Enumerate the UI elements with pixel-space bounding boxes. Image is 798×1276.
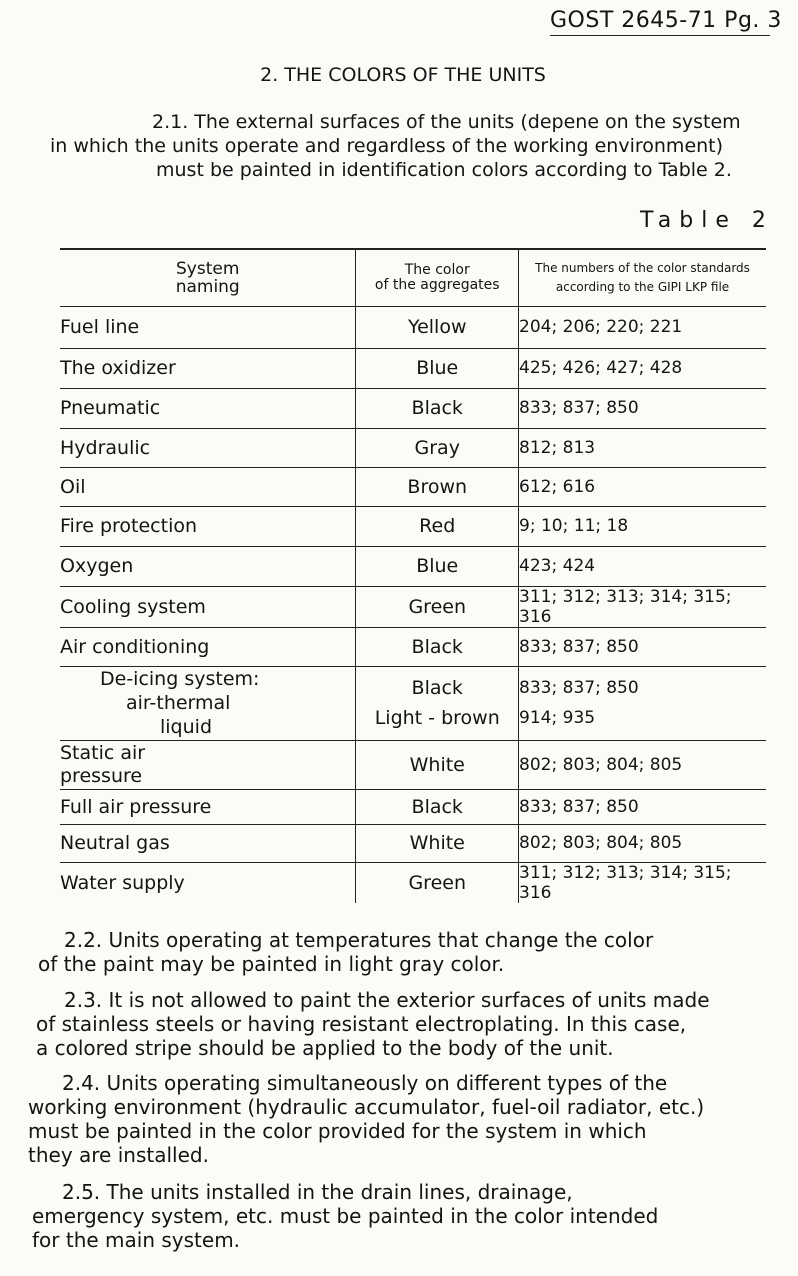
system-cell: Hydraulic bbox=[60, 436, 151, 459]
table-row bbox=[60, 467, 766, 506]
paragraph-2-5-line: for the main system. bbox=[32, 1228, 241, 1252]
numbers-cell: 833; 837; 850 bbox=[519, 627, 766, 666]
system-cell: The oxidizer bbox=[60, 357, 176, 379]
table-header-row bbox=[60, 249, 766, 306]
table-row bbox=[60, 824, 766, 862]
system-cell: Oil bbox=[60, 475, 86, 498]
table-row bbox=[60, 740, 766, 789]
system-cell-line: liquid bbox=[160, 716, 212, 738]
numbers-cell: 802; 803; 804; 805 bbox=[519, 740, 766, 789]
table-row bbox=[60, 789, 766, 824]
header-system bbox=[60, 249, 356, 306]
header-system-line: naming bbox=[175, 276, 240, 297]
paragraph-2-2-line: of the paint may be painted in light gray color. bbox=[38, 952, 505, 976]
system-cell: Cooling system bbox=[60, 595, 206, 618]
table-row bbox=[60, 666, 766, 740]
table-row bbox=[60, 428, 766, 467]
numbers-cell: 833; 837; 850 bbox=[519, 789, 766, 824]
color-cell-line: Black bbox=[411, 677, 463, 699]
header-color-line: of the aggregates bbox=[374, 276, 500, 293]
header-color-line: The color bbox=[404, 261, 470, 278]
system-cell bbox=[60, 740, 356, 789]
numbers-cell: 311; 312; 313; 314; 315; 316 bbox=[519, 862, 766, 903]
numbers-cell: 9; 10; 11; 18 bbox=[519, 506, 766, 546]
numbers-cell bbox=[519, 666, 766, 740]
header-numbers-line: according to the GIPI LKP file bbox=[555, 279, 730, 294]
system-cell bbox=[60, 666, 356, 740]
paragraph-2-5-line: emergency system, etc. must be painted in the color intended bbox=[32, 1204, 659, 1228]
section-title: 2. THE COLORS OF THE UNITS bbox=[260, 64, 546, 86]
color-cell: Yellow bbox=[356, 306, 519, 348]
table-row bbox=[60, 306, 766, 348]
system-cell: Pneumatic bbox=[60, 397, 161, 419]
numbers-cell-line: 914; 935 bbox=[519, 708, 596, 728]
table-row bbox=[60, 586, 766, 627]
table-row bbox=[60, 388, 766, 428]
numbers-cell: 204; 206; 220; 221 bbox=[519, 306, 766, 348]
system-cell-line: air-thermal bbox=[126, 692, 231, 714]
color-cell: Black bbox=[356, 388, 519, 428]
color-cell: Red bbox=[356, 506, 519, 546]
table-row bbox=[60, 506, 766, 546]
paragraph-2-5-line: 2.5. The units installed in the drain lines, drainage, bbox=[62, 1180, 573, 1204]
intro-line-2: in which the units operate and regardless of the working environment) bbox=[50, 135, 724, 157]
paragraph-2-4-line: working environment (hydraulic accumulator, fuel-oil radiator, etc.) bbox=[28, 1095, 705, 1119]
paragraph-2-3-line: of stainless steels or having resistant electroplating. In this case, bbox=[36, 1012, 687, 1036]
system-cell: Air conditioning bbox=[60, 635, 210, 658]
intro-line-3: must be painted in identification colors according to Table 2. bbox=[156, 159, 732, 181]
table-row bbox=[60, 546, 766, 586]
header-system-line: System bbox=[176, 258, 240, 279]
color-cell: Gray bbox=[356, 428, 519, 467]
color-cell: Green bbox=[356, 862, 519, 903]
system-cell: Fire protection bbox=[60, 515, 198, 537]
color-cell: White bbox=[356, 824, 519, 862]
system-cell: Neutral gas bbox=[60, 832, 170, 854]
paragraph-2-4-line: 2.4. Units operating simultaneously on different types of the bbox=[62, 1071, 668, 1095]
color-table bbox=[60, 248, 766, 903]
color-cell: Brown bbox=[356, 467, 519, 506]
table-row bbox=[60, 627, 766, 666]
color-cell-line: Light - brown bbox=[374, 707, 500, 729]
numbers-cell: 311; 312; 313; 314; 315; 316 bbox=[519, 586, 766, 627]
color-cell: Green bbox=[356, 586, 519, 627]
color-cell: White bbox=[356, 740, 519, 789]
paragraph-2-2-line: 2.2. Units operating at temperatures that change the color bbox=[64, 928, 654, 952]
header-color bbox=[356, 249, 519, 306]
system-cell-line: De-icing system: bbox=[100, 668, 260, 690]
system-cell: Fuel line bbox=[60, 316, 140, 338]
system-cell: Water supply bbox=[60, 871, 185, 894]
page-header: GOST 2645-71 Pg. 3 bbox=[550, 8, 770, 36]
system-cell: Full air pressure bbox=[60, 795, 212, 818]
system-cell-line: Static air bbox=[60, 741, 146, 764]
header-numbers-line: The numbers of the color standards bbox=[535, 260, 750, 275]
color-cell: Black bbox=[356, 789, 519, 824]
system-cell: Oxygen bbox=[60, 555, 134, 577]
paragraph-2-3-line: 2.3. It is not allowed to paint the exterior surfaces of units made bbox=[64, 988, 710, 1012]
color-cell: Black bbox=[356, 627, 519, 666]
numbers-cell: 812; 813 bbox=[519, 428, 766, 467]
numbers-cell: 423; 424 bbox=[519, 546, 766, 586]
table-row bbox=[60, 862, 766, 903]
intro-line-1: 2.1. The external surfaces of the units (depene on the system bbox=[152, 111, 741, 133]
paragraph-2-3-line: a colored stripe should be applied to the body of the unit. bbox=[36, 1036, 614, 1060]
system-cell-line: pressure bbox=[60, 764, 143, 787]
numbers-cell: 802; 803; 804; 805 bbox=[519, 824, 766, 862]
numbers-cell: 425; 426; 427; 428 bbox=[519, 348, 766, 388]
paragraph-2-4-line: they are installed. bbox=[28, 1143, 209, 1167]
table-row bbox=[60, 348, 766, 388]
numbers-cell-line: 833; 837; 850 bbox=[519, 678, 639, 698]
table-label: Table 2 bbox=[640, 208, 774, 233]
paragraph-2-4-line: must be painted in the color provided for the system in which bbox=[28, 1119, 647, 1143]
color-cell: Blue bbox=[356, 348, 519, 388]
color-cell: Blue bbox=[356, 546, 519, 586]
numbers-cell: 833; 837; 850 bbox=[519, 388, 766, 428]
numbers-cell: 612; 616 bbox=[519, 467, 766, 506]
header-numbers bbox=[519, 249, 766, 306]
color-cell bbox=[356, 666, 519, 740]
